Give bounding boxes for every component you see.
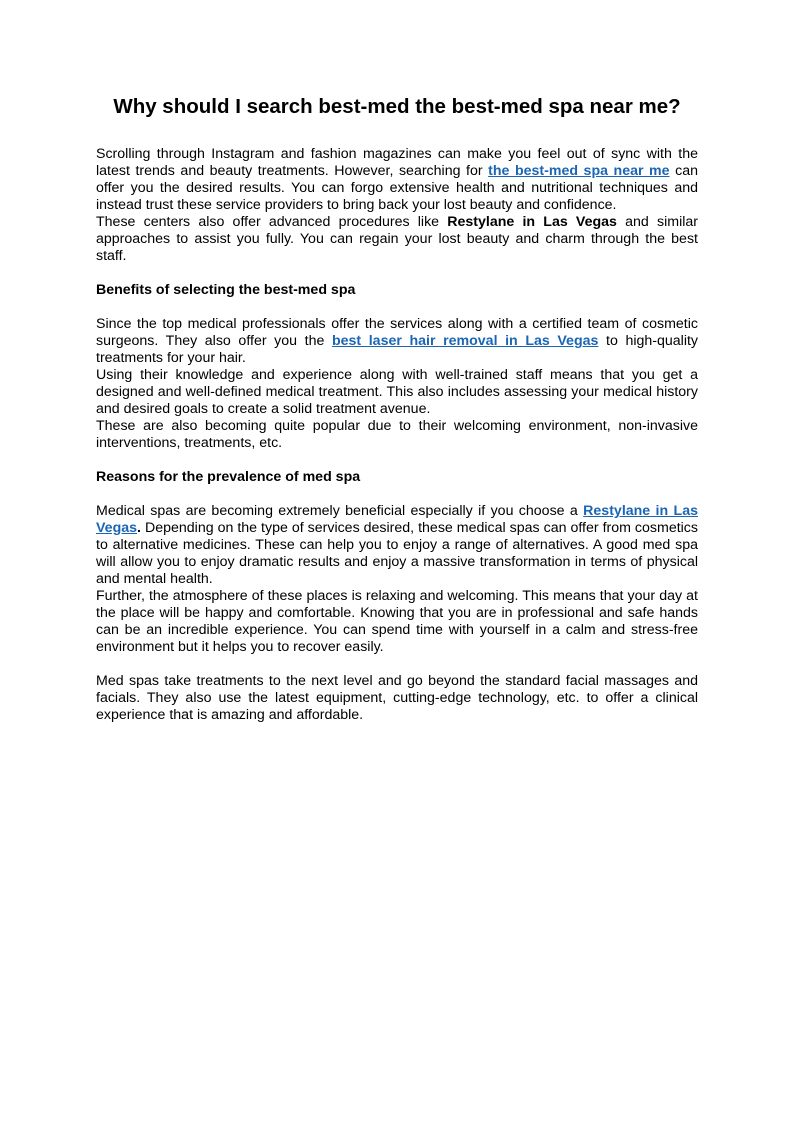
restylane-bold-text: Restylane in Las Vegas [447, 214, 617, 230]
benefits-p1-text-after: to high-quality treatments for your hair. [96, 333, 699, 366]
reasons-paragraph-3: Med spas take treatments to the next level and go beyond the standard facial massages and facials. They also use the latest equipment, cutting-edge technology, etc. to offer a clinical experience that is amazing and affordable. [96, 673, 698, 723]
intro-paragraph-2 [96, 214, 698, 265]
section-heading-benefits: Benefits of selecting the best-med spa [96, 282, 356, 298]
intro-p1-text-after: can offer you the desired results. You can forgo extensive health and nutritional techniques and instead trust these service providers to bring back your lost beauty and confidence. [96, 163, 698, 213]
reasons-p1-text-after: Depending on the type of services desired, these medical spas can offer from cosmetics to alternative medicines. These can help you to enjoy a range of alternatives. A good med spa will allow you to enjoy dramatic results and enjoy a massive transformation in terms of physical and mental health. [96, 520, 698, 587]
intro-p2-text-after: and similar approaches to assist you fully. You can regain your lost beauty and charm through the best staff. [96, 214, 698, 264]
intro-paragraph-1 [96, 146, 698, 214]
benefits-paragraph-1 [96, 316, 698, 367]
best-med-spa-near-me-link[interactable]: the best-med spa near me [488, 163, 670, 179]
intro-p1-text-before: Scrolling through Instagram and fashion magazines can make you feel out of sync with the latest trends and beauty treatments. However, searching for [96, 146, 698, 179]
reasons-p1-period: . [137, 520, 141, 536]
reasons-p1-text-before: Medical spas are becoming extremely beneficial especially if you choose a [96, 503, 584, 519]
benefits-paragraph-2: Using their knowledge and experience along with well-trained staff means that you get a designed and well-defined medical treatment. This also includes assessing your medical history and desired goals to create a solid treatment avenue. [96, 367, 698, 417]
reasons-paragraph-2: Further, the atmosphere of these places is relaxing and welcoming. This means that your day at the place will be happy and comfortable. Knowing that you are in professional and safe hands can be an incredible experience. You can spend time with yourself in a calm and stress-free environment but it helps you to recover easily. [96, 588, 698, 655]
benefits-p1-text-before: Since the top medical professionals offer the services along with a certified team of cosmetic surgeons. They also offer you the [96, 316, 698, 349]
section-heading-reasons: Reasons for the prevalence of med spa [96, 469, 361, 485]
page-title: Why should I search best-med the best-med spa near me? [113, 95, 681, 118]
restylane-las-vegas-link[interactable]: Restylane in Las Vegas [96, 503, 698, 536]
benefits-paragraph-3: These are also becoming quite popular due to their welcoming environment, non-invasive interventions, treatments, etc. [96, 418, 698, 451]
laser-hair-removal-link[interactable]: best laser hair removal in Las Vegas [331, 333, 599, 349]
document-page [96, 92, 698, 724]
reasons-paragraph-1 [96, 503, 698, 588]
intro-p2-text-before: These centers also offer advanced procedures like [96, 214, 448, 230]
